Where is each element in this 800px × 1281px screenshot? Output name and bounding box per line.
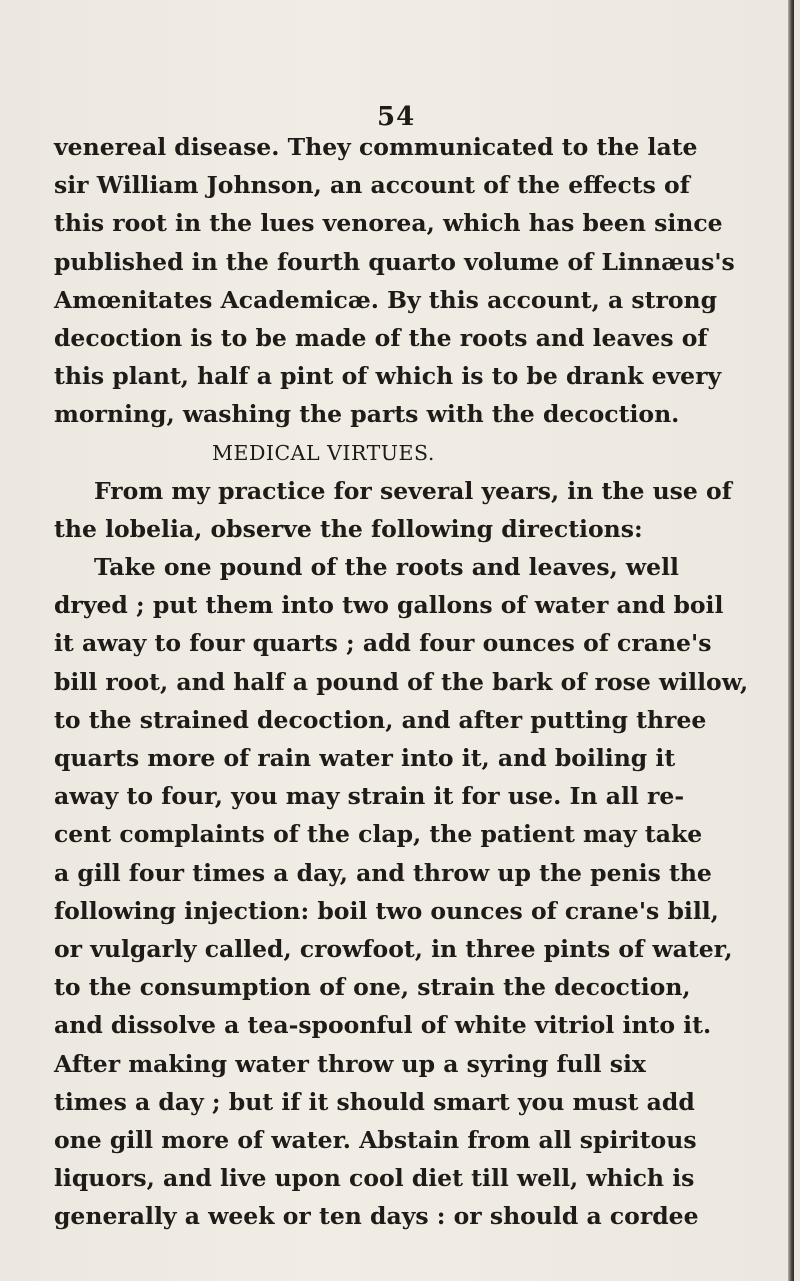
text-line: and dissolve a tea-spoonful of white vitriol into it.: [54, 1011, 712, 1040]
text-line: sir William Johnson, an account of the effects of: [54, 171, 690, 200]
text-line: dryed ; put them into two gallons of water and boil: [54, 591, 724, 620]
text-line: From my practice for several years, in the use of: [94, 476, 732, 505]
text-line: this plant, half a pint of which is to be drank every: [54, 362, 722, 391]
text-line: quarts more of rain water into it, and boiling it: [54, 744, 676, 772]
text-line: a gill four times a day, and throw up the penis the: [54, 858, 712, 887]
text-line: away to four, you may strain it for use. In all re-: [54, 782, 685, 811]
text-line: published in the fourth quarto volume of Linnæus's: [54, 247, 735, 276]
text-line: Take one pound of the roots and leaves, well: [94, 553, 679, 582]
text-line: liquors, and live upon cool diet till well, which is: [54, 1164, 695, 1193]
text-line: morning, washing the parts with the decoction.: [54, 400, 680, 429]
text-line: or vulgarly called, crowfoot, in three pints of water,: [54, 934, 733, 963]
text-line: decoction is to be made of the roots and leaves of: [54, 323, 708, 352]
text-line: bill root, and half a pound of the bark of rose willow,: [54, 667, 749, 696]
text-line: Amœnitates Academicæ. By this account, a strong: [54, 285, 718, 314]
text-line: After making water throw up a syring full six: [54, 1049, 646, 1078]
page-number: 54: [377, 102, 416, 132]
text-line: this root in the lues venorea, which has been since: [54, 209, 723, 238]
text-line: following injection: boil two ounces of crane's bill,: [54, 896, 719, 925]
text-line: to the strained decoction, and after putting three: [54, 705, 707, 734]
text-line: generally a week or ten days : or should a cordee: [54, 1202, 699, 1231]
text-line: the lobelia, observe the following directions:: [54, 514, 643, 543]
section-heading: MEDICAL VIRTUES.: [212, 440, 435, 465]
text-line: to the consumption of one, strain the decoction,: [54, 973, 691, 1002]
page-text: [54, 128, 794, 1235]
text-line: one gill more of water. Abstain from all spiritous: [54, 1125, 697, 1154]
text-line: venereal disease. They communicated to the late: [54, 133, 698, 161]
text-line: it away to four quarts ; add four ounces of crane's: [54, 629, 712, 658]
text-line: cent complaints of the clap, the patient may take: [54, 820, 703, 849]
text-line: times a day ; but if it should smart you must add: [54, 1087, 695, 1116]
